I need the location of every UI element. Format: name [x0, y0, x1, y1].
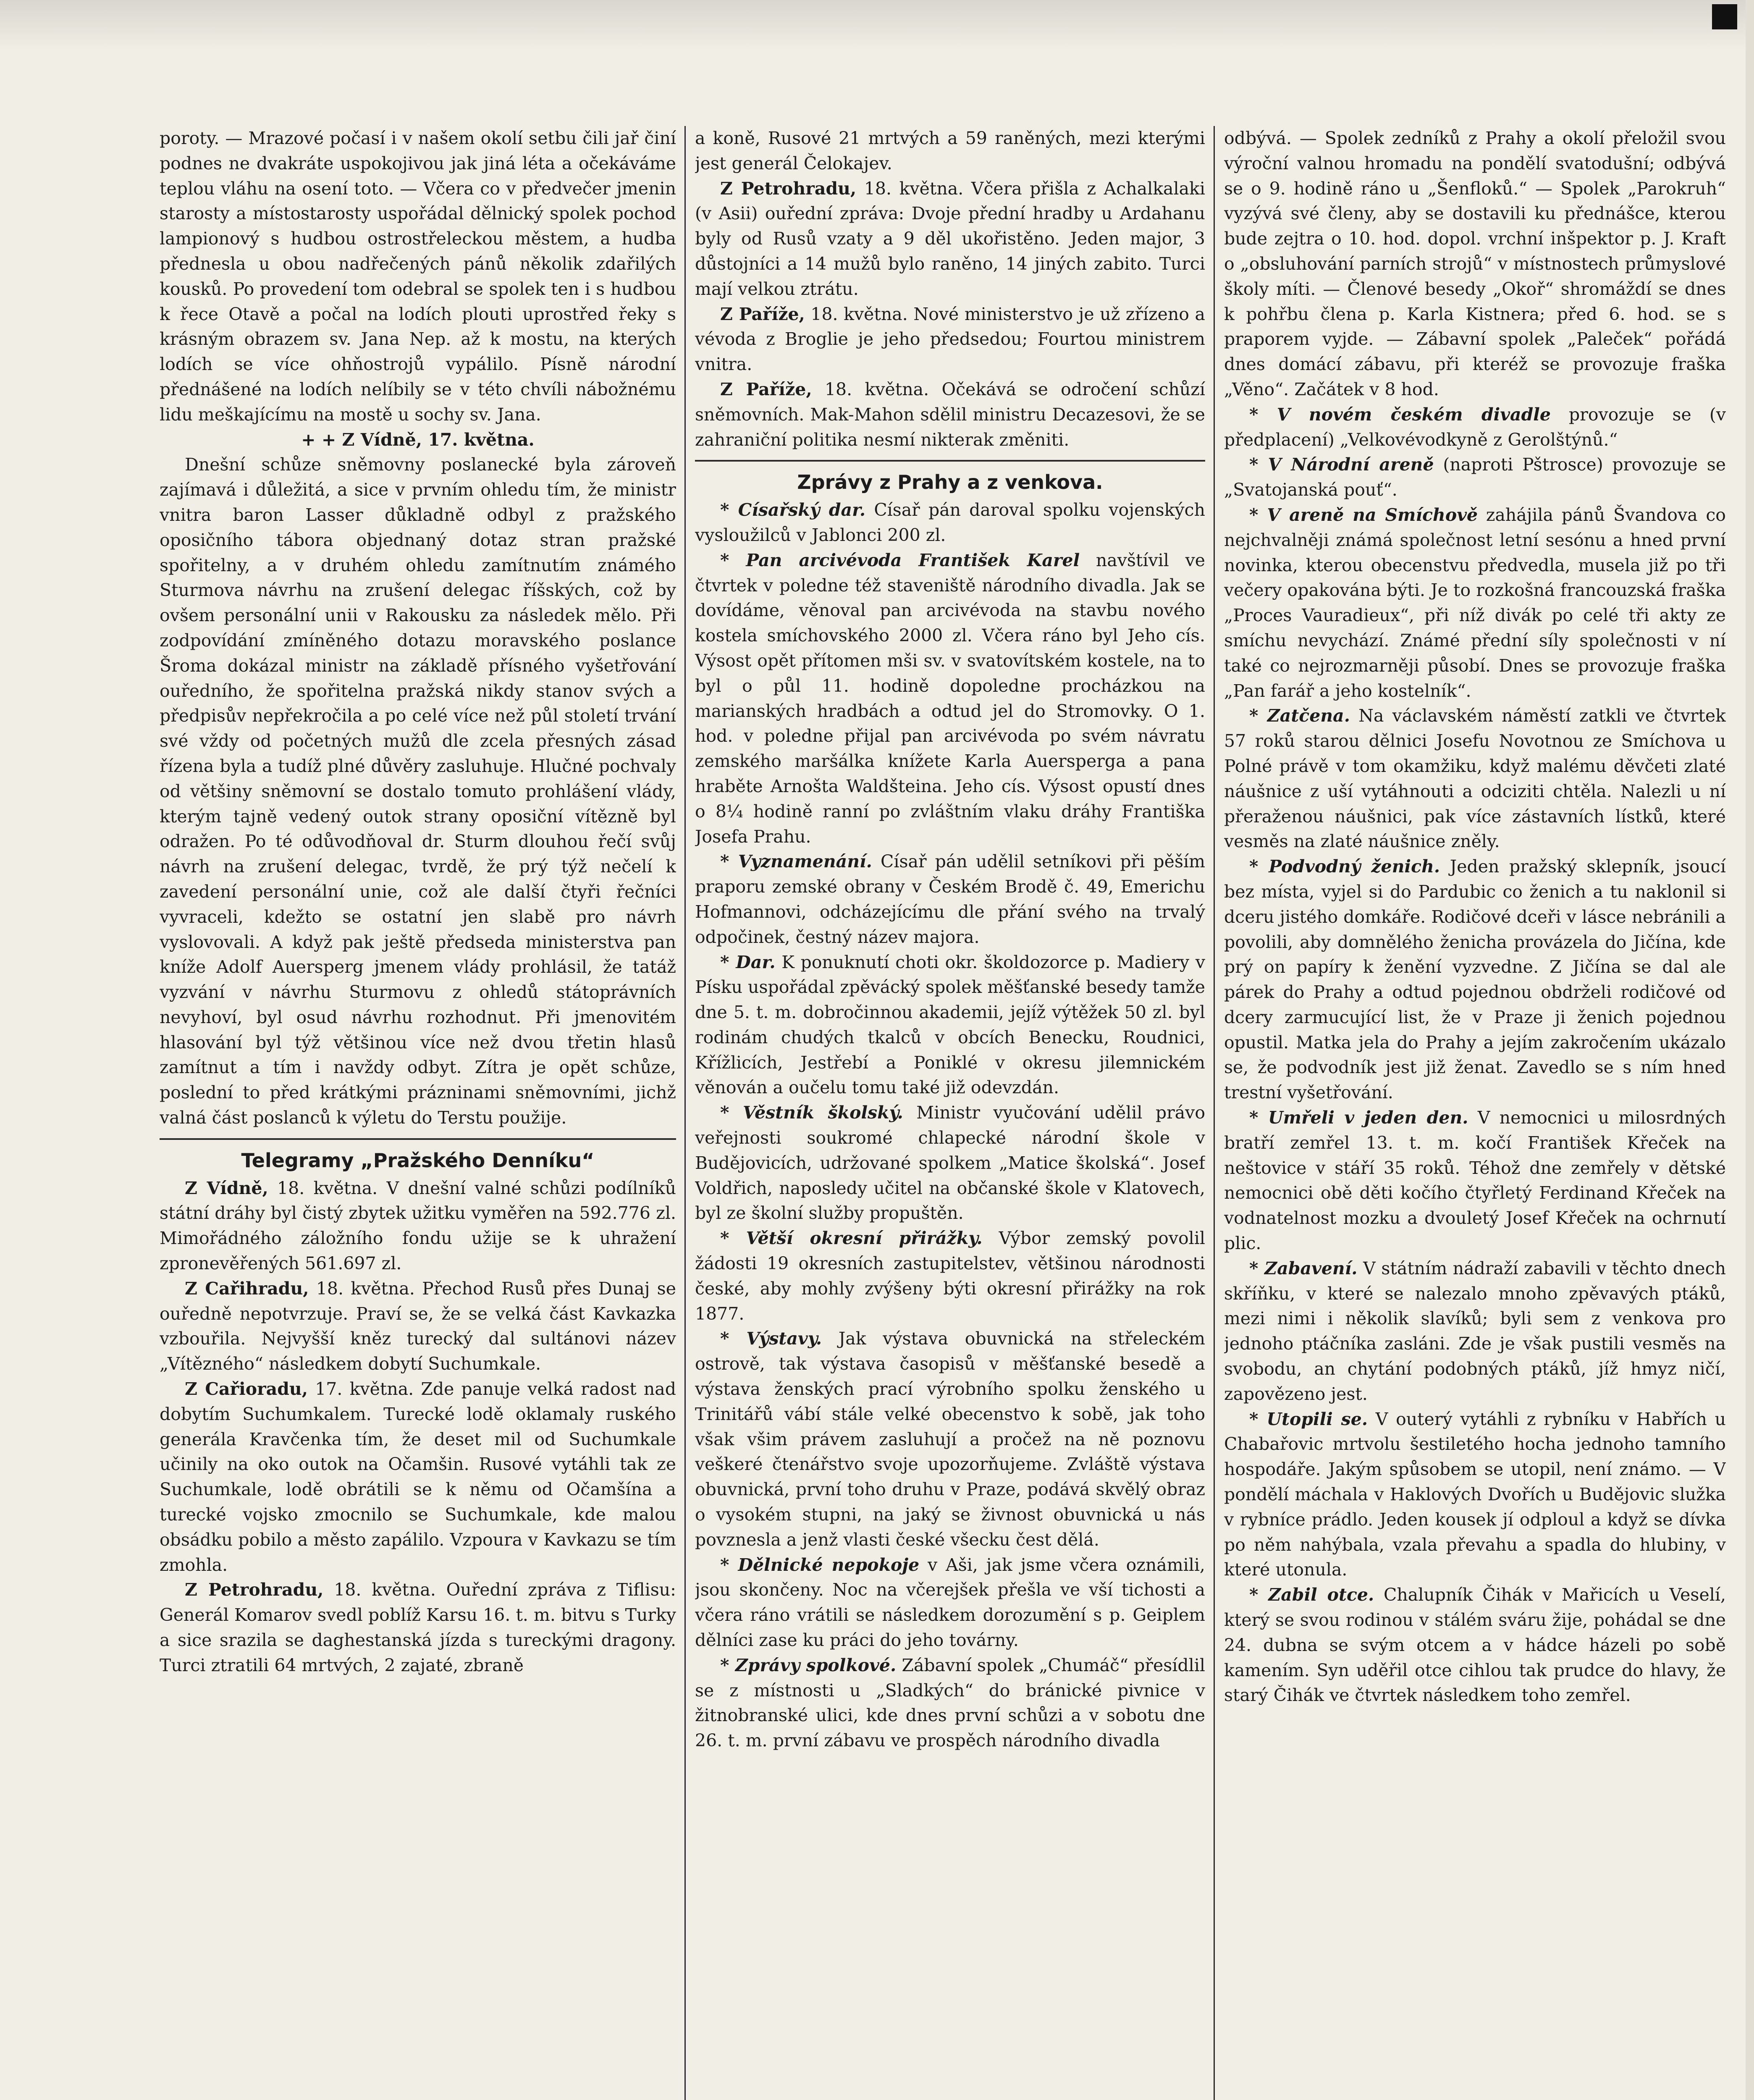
telegram-place: Z Vídně,	[185, 1178, 268, 1198]
news-text: navštívil ve čtvrtek v poledne též staveniště národního divadla. Jak se dovídáme, věnoval pan arcivévoda na stavbu nového kostela smíchovského 2000 zl. Včera ráno byl Jeho cís. Výsost opět přítomen mši sv. v svatovítském kostele, na to byl o půl 11. hodině dopoledne procházkou na marianských hradbách a odtud jel do Stromovky. O 1. hod. v poledne přijal pan arcivévoda po svém návratu zemského maršálka knížete Karla Auersperga a pana hraběte Arnošta Waldšteina. Jeho cís. Výsost opustí dnes o 8¼ hodině ranní po zvláštním vlaku dráhy Františka Josefa Prahu.	[695, 550, 1205, 847]
news-heading: Zprávy z Prahy a z venkova.	[797, 471, 1103, 494]
telegram-place: Z Cařioradu,	[185, 1379, 308, 1399]
news-text: V státním nádraží zabavili v těchto dnech skříňku, v které se nalezalo mnoho zpěvavých ptáků, mezi nimi i několik slavíků; byli sem z venkova pro jednoho ptáčníka zasláni. Zde je však pustili vesměs na svobodu, an chytání podobných ptáků, jíž hmyz ničí, zapovězeno jest.	[1224, 1258, 1726, 1404]
telegram-text: 18. května. Ouřední zpráva z Tiflisu: Generál Komarov svedl poblíž Karsu 16. t. m. bitvu s Turky a sice srazila se daghestanská jízda s tureckými dragony. Turci ztratili 64 mrtvých, 2 zajaté, zbraně	[160, 1580, 676, 1675]
telegram-text: 18. května. Nové ministerstvo je už zřízeno a vévoda z Broglie je jeho předsedou; Fourtou ministrem vnitra.	[695, 304, 1205, 375]
telegram-item	[695, 302, 1205, 377]
news-item	[1224, 854, 1726, 1105]
newspaper-page	[160, 126, 1726, 2100]
news-item	[1224, 402, 1726, 453]
news-item	[1224, 704, 1726, 854]
news-keyword: * V Národní areně	[1249, 454, 1434, 475]
news-text: Výbor zemský povolil žádosti 19 okresních zastupitelstev, většinou národnosti české, aby mohly zvýšeny býti okresní přirážky na rok 1877.	[695, 1228, 1205, 1324]
news-keyword: * Podvodný ženich.	[1249, 856, 1440, 877]
news-text: K ponuknutí choti okr. školdozorce p. Madiery v Písku uspořádal zpěvácký spolek měšťanské besedy tamže dne 5. t. m. dobročinnou akademii, jejíž výtěžek 50 zl. byl rodinám chudých tkalců v obcích Benecku, Roudnici, Křížlicích, Jestřebí a Poniklé v okresu jilemnickém věnován a oučelu tomu také již odevzdán.	[695, 952, 1205, 1098]
column-2	[695, 126, 1205, 2100]
telegram-item	[695, 176, 1205, 302]
news-text: provozuje se (v předplacení) „Velkovévodkyně z Gerolštýnů.“	[1224, 404, 1726, 450]
vienna-dateline-text: + + Z Vídně, 17. května.	[301, 429, 535, 450]
column-rule-right	[1214, 126, 1215, 2100]
news-keyword: * Větší okresní přirážky.	[720, 1228, 983, 1249]
news-item	[695, 498, 1205, 548]
news-text: Na václavském náměstí zatkli ve čtvrtek 57 roků starou dělnici Josefu Novotnou ze Smíchova u Polné právě v tom okamžiku, když malému děvčeti zlaté náušnice z uší vytáhnouti a odciziti chtěla. Nalezli u ní přeraženou náušnici, pak více zástavních lístků, které vesměs na zlaté náušnice zněly.	[1224, 706, 1726, 852]
news-keyword: * Dělnické nepokoje	[720, 1554, 920, 1575]
column-1	[160, 126, 676, 2100]
telegram-text: 18. května. Přechod Rusů přes Dunaj se ouředně nepotvrzuje. Praví se, že se velká část Kavkazka vzbouřila. Nejvyšší kněz turecký dal sultánovi název „Vítězného“ následkem dobytí Suchumkale.	[160, 1278, 676, 1374]
scan-top-shadow	[0, 0, 1754, 50]
news-text: Ministr vyučování udělil právo veřejnosti soukromé chlapecké národní škole v Budějovicích, udržované spolkem „Matice školská“. Josef Voldřich, naposledy učitel na občanské škole v Klatovech, byl ze školní služby propuštěn.	[695, 1102, 1205, 1223]
news-text: Jeden pražský sklepník, jsoucí bez místa, vyjel si do Pardubic co ženich a tu naklonil si dceru jistého domkáře. Rodičové dceři v lásce nebránili a povolili, aby domnělého ženicha provázela do Jičína, kde prý on papíry k ženění vyzvedne. Z Jičína se dal ale párek do Prahy a odtud pojednou obdrželi rodičové od dcery zarmucující list, že v Praze ji ženich pojednou opustil. Matka jela do Prahy a jejím zakročením ukázalo se, že podvodník jest již ženat. Zavedlo se s ním hned trestní vyšetřování.	[1224, 856, 1726, 1103]
telegram-place: Z Paříže,	[720, 379, 812, 399]
telegram-item	[160, 1377, 676, 1578]
news-item	[1224, 1583, 1726, 1708]
news-item	[695, 548, 1205, 850]
news-keyword: * Utopili se.	[1249, 1409, 1368, 1429]
news-item	[1224, 1105, 1726, 1256]
news-item	[1224, 503, 1726, 704]
news-text: v Aši, jak jsme včera oznámili, jsou skončeny. Noc na včerejšek přešla ve vší tichosti a včera ráno vrátili se následkem dorozumění s p. Geiplem dělníci zase ku práci do jeho továrny.	[695, 1554, 1205, 1651]
news-item	[695, 950, 1205, 1101]
news-keyword: * Vyznamenání.	[720, 851, 872, 872]
news-item	[1224, 1407, 1726, 1583]
news-keyword: * Zabavení.	[1249, 1258, 1358, 1278]
telegram-text: 18. května. V dnešní valné schůzi podílníků státní dráhy byl čistý zbytek užitku vyměřen na 592.776 zl. Mimořádného záložního fondu užije se k uhražení zpronevěřených 561.697 zl.	[160, 1178, 676, 1274]
section-rule	[695, 460, 1205, 462]
vienna-dateline	[160, 428, 676, 453]
news-item	[695, 1653, 1205, 1754]
news-item	[695, 1553, 1205, 1653]
news-text: Císař pán daroval spolku vojenských vysloužilců v Jablonci 200 zl.	[695, 500, 1205, 545]
column-3	[1224, 126, 1726, 2100]
news-text: V outerý vytáhli z rybníku v Habřích u Chabařovic mrtvolu šestiletého hocha jednoho tamního hospodáře. Jakým spůsobem se utopil, není známo. — V pondělí máchala v Haklových Dvořích u Budějovic služka v rybníce prádlo. Jeden kousek jí odploul a když se dívka po něm nahýbala, vzala převahu a spadla do hlubiny, v které utonula.	[1224, 1409, 1726, 1580]
news-keyword: * Umřeli v jeden den.	[1249, 1108, 1468, 1128]
telegram-item	[695, 377, 1205, 452]
telegram-item	[160, 1176, 676, 1276]
news-text: Chalupník Čihák v Mařicích u Veselí, který se svou rodinou v stálém sváru žije, pohádal se dne 24. dubna se svým otcem a v hádce házeli po sobě kamením. Syn uděřil otce cihlou tak prudce do hlavy, že starý Čihák ve čtvrtek následkem toho zemřel.	[1224, 1585, 1726, 1706]
news-text: (naproti Pštrosce) provozuje se „Svatojanská pouť“.	[1224, 454, 1726, 500]
telegram-text: 18. května. Očekává se odročení schůzí sněmovních. Mak-Mahon sdělil ministru Decazesovi, že se zahraniční politika nesmí nikterak změniti.	[695, 379, 1205, 450]
telegram-place: Z Cařihradu,	[185, 1278, 309, 1299]
column-rule-left	[684, 126, 686, 2100]
news-item	[695, 849, 1205, 950]
news-text: Císař pán udělil setníkovi při pěším praporu zemské obrany v Českém Brodě č. 49, Emerichu Hofmannovi, odcházejícímu dle přání svého na trvalý odpočinek, čestný název majora.	[695, 851, 1205, 947]
news-keyword: * Zprávy spolkové.	[720, 1655, 897, 1675]
scan-corner-mark	[1712, 4, 1737, 29]
telegram-place: Z Petrohradu,	[720, 178, 857, 199]
news-keyword: * Zatčena.	[1249, 706, 1350, 726]
news-item	[695, 1326, 1205, 1552]
scan-right-edge	[1746, 0, 1754, 2100]
club-news-continuation: odbývá. — Spolek zedníků z Prahy a okolí přeložil svou výroční valnou hromadu na pondělí svatodušní; odbývá se o 9. hodině ráno u „Šenfloků.“ — Spolek „Parokruh“ vyzývá své členy, aby se dostavili ku přednášce, kterou bude zejtra o 10. hod. dopol. vrchní inšpektor p. J. Kraft o „obsluhování parních strojů“ v místnostech průmyslové školy míti. — Členové besedy „Okoř“ shromáždí se dnes k pohřbu člena p. Karla Kistnera; před 6. hod. se s praporem vyjde. — Zábavní spolek „Paleček“ pořádá dnes domácí zábavu, při kteréž se provozuje fraška „Věno“. Začátek v 8 hod.	[1224, 128, 1726, 399]
news-text: Jak výstava obuvnická na střeleckém ostrově, tak výstava časopisů v měšťanské besedě a výstava ženských prací výrobního spolku ženského u Trinitářů vábí stále velké obecenstvo k sobě, jak toho však všim právem zasluhují a pročež na ně poznovu veškeré čtenářstvo svoje upozorňujeme. Zvláště výstava obuvnická, první toho druhu v Praze, podává skvělý obraz o vysokém stupni, na jaký se živnost obuvnická u nás povznesla a jenž vlasti české všecku čest dělá.	[695, 1328, 1205, 1550]
telegram-item	[160, 1578, 676, 1678]
news-item	[1224, 1256, 1726, 1407]
news-keyword: * Věstník školský.	[720, 1102, 903, 1123]
news-text: Zábavní spolek „Chumáč“ přesídlil se z místnosti u „Sladkých“ do bránické pivnice v žitnobranské ulici, kde dnes první schůzi a v sobotu dne 26. t. m. první zábavu ve prospěch národního divadla	[695, 1655, 1205, 1751]
news-item	[695, 1100, 1205, 1226]
news-text: zahájila pánů Švandova co nejchvalněji známá společnost letní sesónu a hned první novinka, kterou obecenstvu předvedla, musela již po tři večery opakována býti. Je to rozkošná francouzská fraška „Proces Vauradieux“, při níž divák po celé tři akty ze smíchu nevychází. Známé přední síly společnosti v ní také co nejrozmarněji působí. Dnes se provozuje fraška „Pan farář a jeho kostelník“.	[1224, 504, 1726, 701]
news-keyword: * Císařský dar.	[720, 500, 866, 520]
telegram-continuation: a koně, Rusové 21 mrtvých a 59 raněných, mezi kterými jest generál Čelokajev.	[695, 128, 1205, 173]
telegram-heading: Telegramy „Pražského Denníku“	[241, 1149, 595, 1172]
news-keyword: * V novém českém divadle	[1249, 404, 1551, 425]
news-text: V nemocnici u milosrdných bratří zemřel 13. t. m. kočí František Křeček na neštovice v stáří 35 roků. Téhož dne zemřely v dětské nemocnici obě děti kočího čtyřletý Ferdinand Křeček na vodnatelnost mozku a dvouletý Josef Křeček na ochrnutí plic.	[1224, 1108, 1726, 1254]
news-keyword: * Pan arcivévoda František Karel	[720, 550, 1080, 570]
news-item	[695, 1226, 1205, 1326]
telegram-place: Z Paříže,	[720, 304, 805, 324]
telegram-item	[160, 1276, 676, 1377]
telegram-place: Z Petrohradu,	[185, 1580, 324, 1600]
section-rule	[160, 1138, 676, 1140]
news-item	[1224, 452, 1726, 503]
news-keyword: * V areně na Smíchově	[1249, 504, 1478, 525]
local-news-continuation: poroty. — Mrazové počasí i v našem okolí setbu čili jař činí podnes ne dvakráte uspokojivou jak jiná léta a očekáváme teplou vláhu na osení toto. — Včera co v předvečer jmenin starosty a místostarosty uspořádal dělnický spolek pochod lampionový s hudbou ostrostřeleckou městem, a hudba přednesla u obou nadřečených pánů několik zdařilých kousků. Po provedení tom odebral se spolek ten i s hudbou k řece Otavě a počal na lodích plouti uprostřed řeky s krásným obrazem sv. Jana Nep. až k mostu, na kterých lodích se více ohňostrojů vypálilo. Písně národní přednášené na lodích nelíbily se v této chvíli nábožnému lidu meškajícímu na mostě u sochy sv. Jana.	[160, 128, 676, 425]
telegram-text: 18. května. Včera přišla z Achalkalaki (v Asii) ouřední zpráva: Dvoje přední hradby u Ardahanu byly od Rusů vzaty a 9 děl ukořistěno. Jeden major, 3 důstojníci a 14 mužů bylo raněno, 14 jiných zabito. Turci mají velkou ztrátu.	[695, 178, 1205, 299]
telegram-text: 17. května. Zde panuje velká radost nad dobytím Suchumkalem. Turecké lodě oklamaly ruského generála Kravčenka tím, že deset mil od Suchumkale učinily na oko outok na Očamšin. Rusové vytáhli tak ze Suchumkale, lodě obrátili se k němu od Očamšína a turecké vojsko zmocnilo se Suchumkale, kde malou obsádku pobilo a město zapálilo. Vzpoura v Kavkazu se tím zmohla.	[160, 1379, 676, 1575]
news-keyword: * Dar.	[720, 952, 776, 972]
news-keyword: * Výstavy.	[720, 1328, 822, 1349]
vienna-report: Dnešní schůze sněmovny poslanecké byla zároveň zajímavá i důležitá, a sice v prvním ohledu tím, že ministr vnitra baron Lasser důkladně odbyl z pražského oposičního tábora objednaný dotaz stran pražské spořitelny, a v druhém ohledu zamítnutím známého Sturmova návrhu na zrušení delegac říšských, což by ovšem personální unii v Rakousku za následek mělo. Při zodpovídání zmíněného dotazu moravského poslance Šroma dokázal ministr na základě přísného vyšetřování ouředního, že spořitelna pražská nikdy stanov svých a předpisův nepřekročila a po celé více než půl století trvání své vždy od početných mužů dle zcela přesných zásad řízena byla a tudíž plné důvěry zasluhuje. Hlučné pochvaly od většiny sněmovní se dostalo tomuto prohlášení vlády, kterým tajně vedený outok strany oposiční vítězně byl odražen. Po té odůvodňoval dr. Sturm dlouhou řečí svůj návrh na zrušení delegac, tvrdě, že prý týž nečelí k zavedení personální unie, což ale další čtyři řečníci vyvraceli, kdežto se ostatní jen slabě pro návrh vyslovovali. A když pak ještě předseda ministerstva pan kníže Adolf Auersperg jmenem vlády prohlásil, že tatáž vyzvání v návrhu Sturmovu z ohledů státoprávních nevyhoví, byl osud návrhu rozhodnut. Při jmenovitém hlasování byl týž většinou více než dvou třetin hlasů zamítnut a tím i navždy odbyt. Zítra je opět schůze, poslední to před krátkými prázninami sněmovními, jichž valná část poslanců k výletu do Terstu použije.	[160, 454, 676, 1128]
news-keyword: * Zabil otce.	[1249, 1585, 1374, 1605]
